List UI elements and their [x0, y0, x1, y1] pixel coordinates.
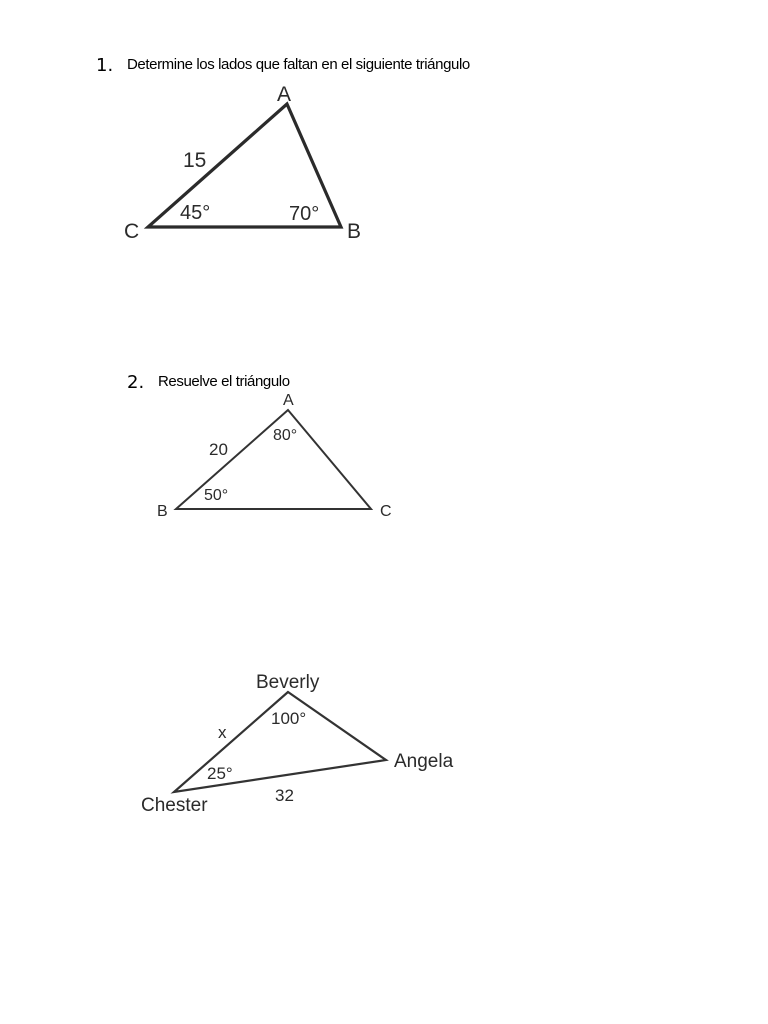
triangle-3-side-bottom: 32	[275, 786, 294, 805]
triangle-3-vertex-chester: Chester	[141, 795, 208, 816]
triangle-1-angle-b: 70°	[289, 203, 320, 225]
question-2-number: 2.	[127, 372, 145, 393]
triangle-1-vertex-b: B	[347, 220, 362, 243]
triangle-1-side-label: 15	[183, 149, 207, 172]
triangle-2-vertex-c: C	[380, 503, 392, 520]
triangle-3-shape	[174, 692, 386, 792]
triangle-3-angle-left: 25°	[207, 764, 233, 783]
triangle-3-side-x: x	[218, 723, 227, 742]
triangle-1-angle-c: 45°	[180, 202, 211, 224]
triangle-1-vertex-a: A	[277, 83, 292, 106]
triangle-2-side-label: 20	[209, 440, 228, 459]
triangle-3-vertex-angela: Angela	[394, 751, 454, 772]
triangle-3-angle-top: 100°	[271, 709, 307, 728]
triangle-3-vertex-beverly: Beverly	[256, 672, 320, 693]
triangle-2-angle-a: 80°	[273, 427, 298, 444]
question-1-prompt: Determine los lados que faltan en el siguiente triángulo	[127, 56, 470, 73]
question-1-number: 1.	[96, 55, 114, 76]
triangle-1-vertex-c: C	[124, 220, 140, 243]
triangle-2-angle-b: 50°	[204, 487, 229, 504]
triangle-2-vertex-a: A	[283, 392, 294, 409]
triangle-2-vertex-b: B	[157, 503, 168, 520]
question-2-prompt: Resuelve el triángulo	[158, 373, 290, 390]
